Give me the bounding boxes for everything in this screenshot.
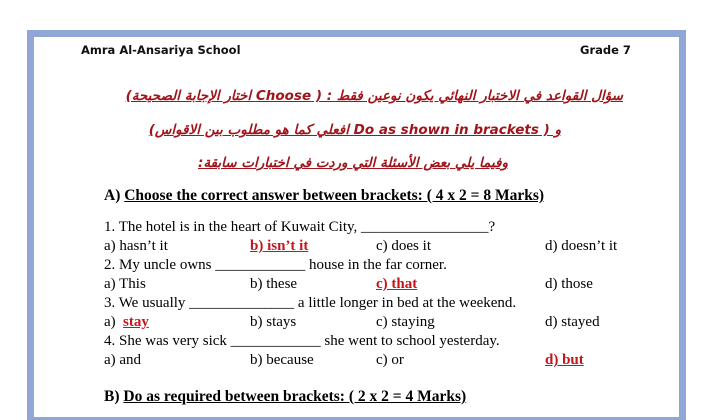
q3-option-a-label: a) [104,314,116,330]
q1-option-c: c) does it [376,238,431,254]
q4-option-c: c) or [376,352,404,368]
section-a-prefix: A) [104,187,121,204]
q3-option-d: d) stayed [545,314,600,330]
grade-label: Grade 7 [580,43,631,57]
question-1: 1. The hotel is in the heart of Kuwait City, _________________? [104,219,496,235]
section-b-prefix: B) [104,388,120,405]
school-name: Amra Al-Ansariya School [81,43,241,57]
q2-option-c-answer: c) that [376,276,418,292]
q4-option-b: b) because [250,352,314,368]
section-a-title: Choose the correct answer between brackets: ( 4 x 2 = 8 Marks) [124,187,545,204]
section-a-heading [104,187,544,205]
q1-option-b-answer: b) isn’t it [250,238,309,254]
q3-option-b: b) stays [250,314,297,330]
q2-option-b: b) these [250,276,298,292]
note-line-2: و ( Do as shown in brackets افعلي كما هو مطلوب بين الاقواس) [148,122,561,138]
section-b-title: Do as required between brackets: ( 2 x 2 = 4 Marks) [123,388,467,405]
question-4: 4. She was very sick ____________ she went to school yesterday. [104,333,500,349]
q4-option-d-answer: d) but [545,352,584,368]
question-2: 2. My uncle owns ____________ house in the far corner. [104,257,447,273]
q3-option-c: c) staying [376,314,435,330]
q3-option-a-answer: stay [123,314,149,330]
note-line-3: وفيما يلي بعض الأسئلة التي وردت في اختبارات سابقة: [197,155,508,171]
question-3: 3. We usually ______________ a little longer in bed at the weekend. [104,295,517,311]
q1-option-a: a) hasn’t it [104,238,168,254]
note-line-1: سؤال القواعد في الاختبار النهائي يكون نوعين فقط : ( Choose اختار الإجابة الصحيحة) [125,88,623,104]
q2-option-a: a) This [104,276,146,292]
q4-option-a: a) and [104,352,142,368]
q1-option-d: d) doesn’t it [545,238,618,254]
q2-option-d: d) those [545,276,593,292]
section-b-heading [104,388,466,406]
